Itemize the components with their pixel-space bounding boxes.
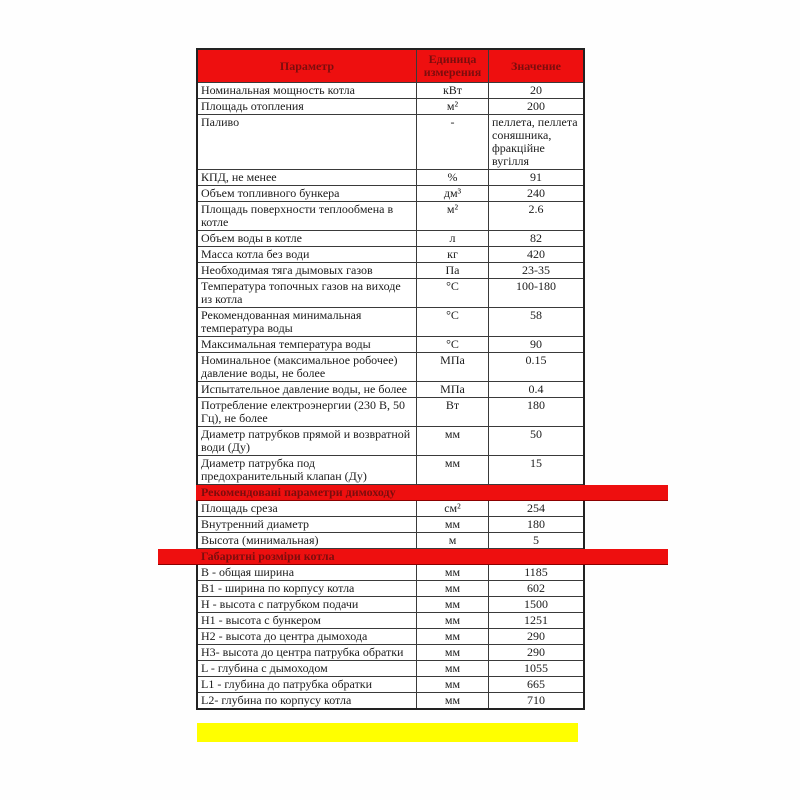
table-row (198, 661, 583, 677)
table-row (198, 382, 583, 398)
param-cell: L - глубина с дымоходом (198, 661, 417, 676)
unit-cell: мм (417, 661, 489, 676)
value-cell: 710 (527, 693, 545, 707)
value-cell: 1251 (524, 613, 548, 627)
unit-cell: °С (417, 308, 489, 336)
table-row (198, 398, 583, 427)
table-row (198, 337, 583, 353)
value-cell: 665 (527, 677, 545, 691)
table-row (198, 202, 583, 231)
value-cell: 1500 (524, 597, 548, 611)
table-row (198, 501, 583, 517)
header-cell-unit: Единица измерения (417, 50, 489, 82)
param-cell: H - высота с патрубком подачи (198, 597, 417, 612)
param-cell: Высота (минимальная) (198, 533, 417, 548)
table-body (198, 83, 583, 708)
unit-cell: см² (417, 501, 489, 516)
value-cell: 1185 (524, 565, 548, 579)
unit-cell: °С (417, 337, 489, 352)
table-row (198, 613, 583, 629)
section-banner (158, 549, 668, 565)
value-cell: 254 (527, 501, 545, 515)
table-row (198, 247, 583, 263)
param-cell: КПД, не менее (198, 170, 417, 185)
param-cell: Потребление електроэнергии (230 В, 50 Гц), не более (198, 398, 417, 426)
param-cell: Испытательное давление воды, не более (198, 382, 417, 397)
unit-cell: мм (417, 693, 489, 708)
value-cell: 91 (530, 170, 542, 184)
table-row (198, 565, 583, 581)
unit-cell: дм³ (417, 186, 489, 201)
value-cell: 50 (530, 427, 542, 441)
table-header-row (198, 50, 583, 83)
unit-cell: м² (417, 202, 489, 230)
header-cell-parameter: Параметр (198, 50, 417, 82)
table-row (198, 456, 583, 485)
table-row (198, 693, 583, 708)
unit-cell: мм (417, 456, 489, 484)
table-row (198, 597, 583, 613)
table-row (198, 263, 583, 279)
param-cell: L2- глубина по корпусу котла (198, 693, 417, 708)
table-row (198, 677, 583, 693)
value-cell: 82 (530, 231, 542, 245)
unit-cell: мм (417, 629, 489, 644)
table-row (198, 186, 583, 202)
table-row (198, 533, 583, 549)
value-cell: 20 (530, 83, 542, 97)
value-cell: 15 (530, 456, 542, 470)
table-row (198, 427, 583, 456)
section-banner (196, 485, 668, 501)
param-cell: Номинальное (максимальное робочее) давление воды, не более (198, 353, 417, 381)
param-cell: L1 - глубина до патрубка обратки (198, 677, 417, 692)
param-cell: Рекомендованная минимальная температура воды (198, 308, 417, 336)
table-row (198, 517, 583, 533)
param-cell: Температура топочных газов на виходе из котла (198, 279, 417, 307)
param-cell: Внутренний диаметр (198, 517, 417, 532)
table-row (198, 83, 583, 99)
value-cell: 1055 (524, 661, 548, 675)
value-cell: 290 (527, 645, 545, 659)
table-row (198, 629, 583, 645)
unit-cell: Па (417, 263, 489, 278)
table-row (198, 645, 583, 661)
unit-cell: м² (417, 99, 489, 114)
value-cell: 90 (530, 337, 542, 351)
param-cell: H1 - высота с бункером (198, 613, 417, 628)
table-row (198, 581, 583, 597)
value-cell: 602 (527, 581, 545, 595)
param-cell: H2 - высота до центра дымохода (198, 629, 417, 644)
table-row (198, 99, 583, 115)
value-cell: 100-180 (516, 279, 556, 293)
value-cell: 420 (527, 247, 545, 261)
unit-cell: м (417, 533, 489, 548)
unit-cell: мм (417, 565, 489, 580)
yellow-highlight-bar (197, 723, 578, 742)
unit-cell: % (417, 170, 489, 185)
table-row (198, 231, 583, 247)
value-cell: 0.4 (528, 382, 544, 396)
param-cell: Паливо (198, 115, 417, 169)
value-cell: 200 (527, 99, 545, 113)
table-row (198, 353, 583, 382)
unit-cell: мм (417, 581, 489, 596)
unit-cell: мм (417, 613, 489, 628)
unit-cell: мм (417, 427, 489, 455)
unit-cell: мм (417, 517, 489, 532)
value-cell: 23-35 (522, 263, 550, 277)
param-cell: Площадь отопления (198, 99, 417, 114)
param-cell: Необходимая тяга дымовых газов (198, 263, 417, 278)
unit-cell: МПа (417, 382, 489, 397)
unit-cell: МПа (417, 353, 489, 381)
unit-cell: Вт (417, 398, 489, 426)
param-cell: Масса котла без води (198, 247, 417, 262)
unit-cell: мм (417, 677, 489, 692)
param-cell: Объем топливного бункера (198, 186, 417, 201)
param-cell: Максимальная температура воды (198, 337, 417, 352)
value-cell: 290 (527, 629, 545, 643)
unit-cell: мм (417, 597, 489, 612)
param-cell: Площадь поверхности теплообмена в котле (198, 202, 417, 230)
value-cell: пеллета, пеллета соняшника, фракційне вугілля (492, 115, 578, 168)
param-cell: Объем воды в котле (198, 231, 417, 246)
param-cell: B - общая ширина (198, 565, 417, 580)
table-row (198, 279, 583, 308)
table-row (198, 308, 583, 337)
unit-cell: - (417, 115, 489, 169)
param-cell: Диаметр патрубка под предохранительный клапан (Ду) (198, 456, 417, 484)
value-cell: 0.15 (525, 353, 547, 367)
unit-cell: кВт (417, 83, 489, 98)
unit-cell: кг (417, 247, 489, 262)
unit-cell: °С (417, 279, 489, 307)
param-cell: Диаметр патрубков прямой и возвратной води (Ду) (198, 427, 417, 455)
value-cell: 2.6 (528, 202, 544, 216)
unit-cell: л (417, 231, 489, 246)
value-cell: 180 (527, 517, 545, 531)
value-cell: 5 (533, 533, 539, 547)
param-cell: H3- высота до центра патрубка обратки (198, 645, 417, 660)
unit-cell: мм (417, 645, 489, 660)
value-cell: 58 (530, 308, 542, 322)
param-cell: B1 - ширина по корпусу котла (198, 581, 417, 596)
header-cell-value: Значение (510, 58, 561, 73)
value-cell: 240 (527, 186, 545, 200)
section-banner-label: Рекомендовані параметри димоходу (201, 485, 396, 499)
table-row (198, 115, 583, 170)
table-row (198, 170, 583, 186)
boiler-spec-table (196, 48, 585, 710)
param-cell: Номинальная мощность котла (198, 83, 417, 98)
value-cell: 180 (527, 398, 545, 412)
param-cell: Площадь среза (198, 501, 417, 516)
section-banner-label: Габаритні розміри котла (201, 549, 335, 563)
